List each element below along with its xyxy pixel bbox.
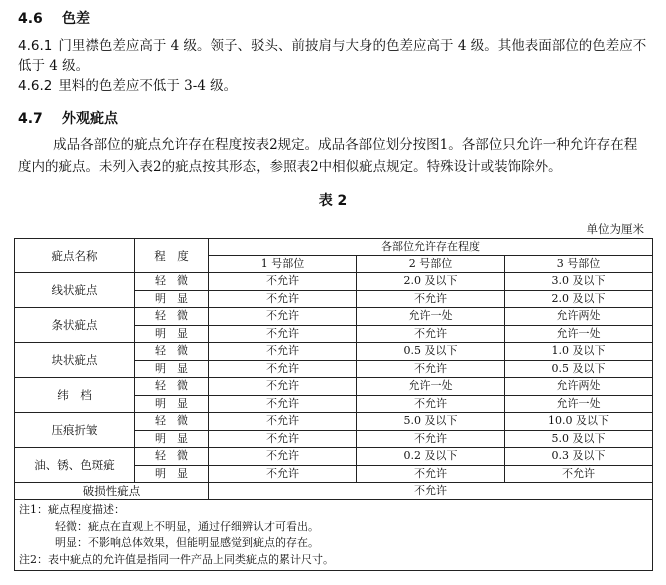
table-row <box>15 448 653 466</box>
part2-cell: 不允许 <box>357 430 505 448</box>
table-row <box>15 378 653 396</box>
clause-number: 4.6.2 <box>18 78 53 94</box>
header-allowed: 各部位允许存在程度 <box>209 239 653 256</box>
paragraph-4-6-2 <box>18 76 650 96</box>
section-title: 外观疵点 <box>62 111 118 127</box>
header-degree: 程 度 <box>135 239 209 273</box>
clause-text: 门里襟色差应高于 4 级。领子、驳头、前披肩与大身的色差应高于 4 级。其他表面部位的色差应不低于 4 级。 <box>18 38 647 74</box>
part1-cell: 不允许 <box>209 430 357 448</box>
section-number: 4.7 <box>18 111 43 127</box>
part2-cell: 不允许 <box>357 325 505 343</box>
degree-cell: 轻 微 <box>135 343 209 361</box>
degree-cell: 明 显 <box>135 465 209 483</box>
part2-cell: 0.5 及以下 <box>357 343 505 361</box>
part1-cell: 不允许 <box>209 308 357 326</box>
part1-cell: 不允许 <box>209 465 357 483</box>
part2-cell: 不允许 <box>357 395 505 413</box>
table-row <box>15 273 653 291</box>
table-row <box>15 308 653 326</box>
degree-cell: 轻 微 <box>135 273 209 291</box>
damage-defect-name: 破损性疵点 <box>15 483 209 500</box>
part3-cell: 5.0 及以下 <box>505 430 653 448</box>
degree-cell: 明 显 <box>135 290 209 308</box>
table-notes <box>15 500 653 571</box>
table-row <box>15 483 653 500</box>
part2-cell: 0.2 及以下 <box>357 448 505 466</box>
section-number: 4.6 <box>18 11 43 27</box>
part1-cell: 不允许 <box>209 273 357 291</box>
table-unit: 单位为厘米 <box>586 222 644 236</box>
defect-table <box>14 238 653 571</box>
section-title: 色差 <box>62 11 90 27</box>
part1-cell: 不允许 <box>209 343 357 361</box>
part2-cell: 允许一处 <box>357 308 505 326</box>
note-2: 注2：表中疵点的允许值是指同一件产品上同类疵点的累计尺寸。 <box>19 552 334 566</box>
part2-cell: 不允许 <box>357 360 505 378</box>
part1-cell: 不允许 <box>209 448 357 466</box>
part2-cell: 不允许 <box>357 290 505 308</box>
table-row <box>15 343 653 361</box>
defect-name: 油、锈、色斑疵 <box>15 448 135 483</box>
part2-cell: 允许一处 <box>357 378 505 396</box>
defect-name: 纬 档 <box>15 378 135 413</box>
table-title: 表 2 <box>318 193 348 209</box>
section-4-6-heading <box>18 8 90 28</box>
part2-cell: 不允许 <box>357 465 505 483</box>
degree-cell: 明 显 <box>135 325 209 343</box>
header-part-2: 2 号部位 <box>357 256 505 273</box>
header-part-3: 3 号部位 <box>505 256 653 273</box>
degree-cell: 明 显 <box>135 395 209 413</box>
part1-cell: 不允许 <box>209 325 357 343</box>
clause-text: 里料的色差应不低于 3-4 级。 <box>58 78 238 94</box>
part3-cell: 允许一处 <box>505 395 653 413</box>
part3-cell: 允许一处 <box>505 325 653 343</box>
part3-cell: 不允许 <box>505 465 653 483</box>
part1-cell: 不允许 <box>209 413 357 431</box>
note-obvious: 明显：不影响总体效果，但能明显感觉到疵点的存在。 <box>55 536 319 549</box>
defect-name: 线状疵点 <box>15 273 135 308</box>
header-defect-name: 疵点名称 <box>15 239 135 273</box>
note-1: 注1：疵点程度描述： <box>19 503 125 516</box>
part3-cell: 1.0 及以下 <box>505 343 653 361</box>
part2-cell: 5.0 及以下 <box>357 413 505 431</box>
note-minor: 轻微：疵点在直观上不明显，通过仔细辨认才可看出。 <box>55 519 319 533</box>
part3-cell: 10.0 及以下 <box>505 413 653 431</box>
part3-cell: 3.0 及以下 <box>505 273 653 291</box>
part3-cell: 0.5 及以下 <box>505 360 653 378</box>
clause-number: 4.6.1 <box>18 38 53 54</box>
defect-name: 压痕折皱 <box>15 413 135 448</box>
part3-cell: 允许两处 <box>505 378 653 396</box>
degree-cell: 明 显 <box>135 360 209 378</box>
part1-cell: 不允许 <box>209 378 357 396</box>
defect-name: 块状疵点 <box>15 343 135 378</box>
part1-cell: 不允许 <box>209 290 357 308</box>
part1-cell: 不允许 <box>209 360 357 378</box>
damage-value: 不允许 <box>209 483 653 500</box>
part3-cell: 0.3 及以下 <box>505 448 653 466</box>
degree-cell: 轻 微 <box>135 448 209 466</box>
part1-cell: 不允许 <box>209 395 357 413</box>
degree-cell: 轻 微 <box>135 378 209 396</box>
degree-cell: 轻 微 <box>135 308 209 326</box>
part3-cell: 允许两处 <box>505 308 653 326</box>
paragraph-4-6-1 <box>18 36 650 76</box>
degree-cell: 轻 微 <box>135 413 209 431</box>
degree-cell: 明 显 <box>135 430 209 448</box>
header-part-1: 1 号部位 <box>209 256 357 273</box>
defect-name: 条状疵点 <box>15 308 135 343</box>
paragraph-4-7: 成品各部位的疵点允许存在程度按表2规定。成品各部位划分按图1。各部位只允许一种允许存在程度内的疵点。未列入表2的疵点按其形态，参照表2中相似疵点规定。特殊设计或装饰除外。 <box>18 137 638 175</box>
section-4-7-heading <box>18 108 118 128</box>
part2-cell: 2.0 及以下 <box>357 273 505 291</box>
part3-cell: 2.0 及以下 <box>505 290 653 308</box>
table-row <box>15 413 653 431</box>
